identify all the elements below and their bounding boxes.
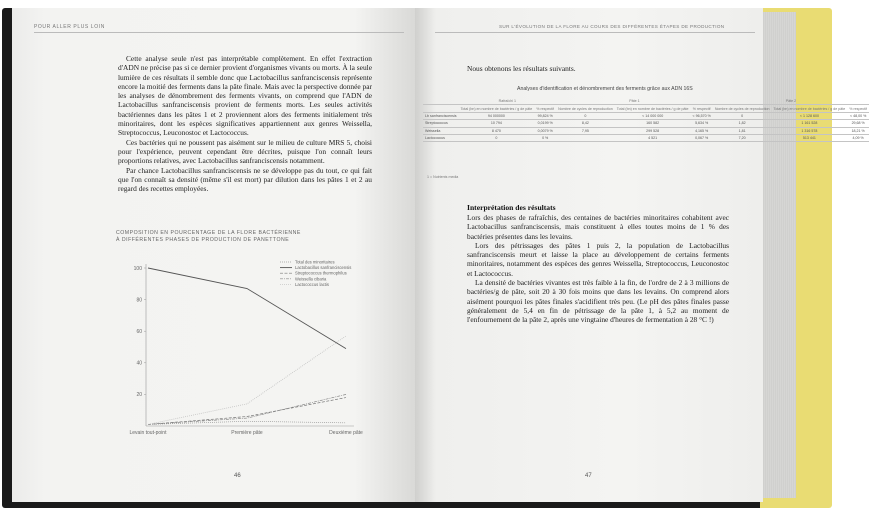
table-row-label: Weissella bbox=[423, 127, 459, 134]
table-cell: 94 000000 bbox=[459, 112, 535, 119]
table-header-cell: Total (bn) en nombre de bactéries / g de pâte bbox=[460, 106, 533, 111]
table-group: Pâte 1 bbox=[556, 98, 713, 105]
table-cell: < 14 000 000 bbox=[615, 112, 691, 119]
y-tick-label: 60 bbox=[136, 329, 142, 335]
table-cell: < 48,00 % bbox=[847, 112, 869, 119]
left-running-head: POUR ALLER PLUS LOIN bbox=[34, 24, 105, 30]
table-cell: 7,95 bbox=[556, 127, 615, 134]
table-row bbox=[423, 127, 869, 134]
chart-title-line: À DIFFÉRENTES PHASES DE PRODUCTION DE PANETTONE bbox=[116, 237, 290, 243]
table-cell: 0 % bbox=[534, 134, 556, 141]
table-cell: 299 528 bbox=[615, 127, 691, 134]
table-body bbox=[423, 112, 869, 142]
table-header-cell: Total (bn) en nombre de bactéries / g de pâte bbox=[616, 106, 689, 111]
x-tick-label: Première pâte bbox=[231, 430, 263, 436]
table-row bbox=[423, 112, 869, 119]
table-header-row bbox=[423, 105, 869, 112]
legend-label: Streptococcus thermophilus bbox=[295, 270, 347, 276]
chart-title-line: COMPOSITION EN POURCENTAGE DE LA FLORE BACTÉRIENNE bbox=[116, 230, 301, 236]
right-body-text bbox=[467, 213, 729, 325]
left-paragraph: Ces bactéries qui ne poussent pas aisément sur le milieu de culture MRS 5, choisi pour l'expérience, peuvent cependant être décrites, puisque l'on connaît leurs proportions relatives, avec Lactobacillus sanfranciscensis notamment. bbox=[118, 137, 372, 166]
table-group: Rafraîchi 1 bbox=[459, 98, 557, 105]
results-intro: Nous obtenons les résultats suivants. bbox=[467, 64, 576, 73]
results-table bbox=[423, 98, 869, 142]
table-cell: 0,067 % bbox=[691, 134, 713, 141]
table-cell: 4,165 % bbox=[691, 127, 713, 134]
table-header-cell: Total (bn) en nombre de bactéries / g de pâte bbox=[773, 106, 846, 111]
right-running-head: SUR L'ÉVOLUTION DE LA FLORE AU COURS DES DIFFÉRENTES ÉTAPES DE PRODUCTION bbox=[499, 24, 725, 29]
table-cell: 8 470 bbox=[459, 127, 535, 134]
table-row-label: Lactococcus bbox=[423, 134, 459, 141]
right-head-rule bbox=[435, 32, 755, 33]
table-group-row bbox=[423, 98, 869, 105]
left-paragraph: Par chance Lactobacillus sanfranciscensis ne se développe pas du tout, ce qui fait que l'on connaît sa densité (même s'il est mort) par dilution dans les pâtes 1 et 2 au regard des recettes employées. bbox=[118, 165, 372, 194]
table-cell: 513 441 bbox=[772, 134, 848, 141]
y-tick-label: 40 bbox=[136, 360, 142, 367]
table-row-label: Lb sanfranciscensis bbox=[425, 113, 457, 118]
legend-label: Weissella cibaria bbox=[295, 276, 327, 282]
right-paragraph: Lors des pétrissages des pâtes 1 puis 2, la population de Lactobacillus sanfranciscensis meurt et laisse la place au développement de certains ferments minoritaires, notamment des espèces des genres Weissella, Streptococcus, Leuconostoc et Lactococcus. bbox=[467, 240, 729, 278]
table-cell: 1,82 bbox=[713, 120, 772, 127]
left-head-rule bbox=[34, 32, 404, 33]
table-row bbox=[423, 120, 869, 127]
table-cell bbox=[556, 134, 615, 141]
table-header-cell: % respectif bbox=[849, 106, 868, 111]
section-title: Interprétation des résultats bbox=[467, 203, 556, 212]
table-header-cell: % respectif bbox=[691, 105, 713, 112]
y-tick-label: 100 bbox=[133, 265, 142, 272]
left-page bbox=[12, 8, 415, 502]
x-tick-label: Levain tout-point bbox=[129, 430, 167, 436]
table-cell: 4 521 bbox=[615, 134, 691, 141]
table-cell: 10 794 bbox=[459, 120, 535, 127]
table-header-cell: Nombre de cycles de reproduction bbox=[714, 106, 770, 111]
table-cell: < 1 128 600 bbox=[772, 112, 848, 119]
right-paragraph: Lors des phases de rafraîchis, des centaines de bactéries minoritaires cohabitent avec Lactobacillus sanfranciscensis, mais constituent à elles toutes moins de 1 % des bactéries présentes dans les levains. bbox=[467, 213, 729, 241]
table-title: Analyses d'identification et dénombrement des ferments grâce aux ADN 16S bbox=[517, 86, 693, 92]
page-edges bbox=[763, 12, 796, 498]
right-page-number: 47 bbox=[585, 473, 592, 479]
x-tick-label: Deuxième pâte bbox=[329, 430, 363, 436]
table-row-label: Streptococcus bbox=[423, 120, 459, 127]
y-tick-label: 80 bbox=[136, 297, 142, 304]
table-cell: 160 582 bbox=[615, 120, 691, 127]
table-header-cell bbox=[423, 105, 459, 112]
left-body-text bbox=[118, 54, 372, 193]
table-cell: 0 bbox=[459, 134, 535, 141]
table-cell: 8,42 bbox=[556, 120, 615, 127]
chart-title bbox=[116, 230, 301, 244]
right-page bbox=[415, 8, 868, 502]
series-line bbox=[148, 394, 346, 424]
table-cell: < 96,570 % bbox=[692, 113, 711, 118]
table-cell: 1,81 bbox=[713, 127, 772, 134]
left-paragraph: Cette analyse seule n'est pas interprétable complètement. En effet l'extraction d'ADN ne précise pas si ce dernier provient d'organismes vivants ou morts. À la seule lumière de ces résultats il semble donc que Lactobacillus sanfranciscensis représente encore la moitié des ferments dans la pâte finale. Mais avec la perspective donnée par les analyses de dénombrement des ferments vivants, on comprend que l'ADN de Lactobacillus sanfranciscensis provient de ferments morts. Les seules activités bactériennes dans les pâtes 1 et 2 proviennent alors des ferments initialement très minoritaires, dont les espèces significatives appartiennent aux genres Weissella, Streptococcus, Leuconostoc et Lactococcus. bbox=[118, 54, 372, 138]
left-page-number: 46 bbox=[234, 473, 241, 479]
table-cell: 7,20 bbox=[713, 134, 772, 141]
table-note: 1 = Nutrients media bbox=[427, 175, 459, 179]
table-header-cell: % respectif bbox=[536, 106, 555, 111]
table-row bbox=[423, 134, 869, 141]
table-cell: 0 bbox=[713, 112, 772, 119]
table-cell: 18,21 % bbox=[847, 127, 869, 134]
table-group-empty bbox=[423, 98, 459, 105]
table-cell: 0 bbox=[556, 112, 615, 119]
line-chart bbox=[108, 248, 388, 452]
table-cell: 1 161 528 bbox=[772, 120, 848, 127]
legend-label: Total des minoritaires bbox=[295, 259, 335, 265]
table-cell: 4,09 % bbox=[847, 134, 869, 141]
y-tick-label: 20 bbox=[136, 392, 142, 399]
table-cell: 1 316 578 bbox=[772, 127, 848, 134]
table-cell: 0,0199 % bbox=[534, 120, 556, 127]
series-line bbox=[148, 336, 346, 424]
table-cell: 5,634 % bbox=[691, 120, 713, 127]
legend-label: Lactobacillus sanfranciscensis bbox=[295, 265, 352, 271]
table-group: Pâte 2 bbox=[713, 98, 869, 105]
legend-label: Lactococcus lactis bbox=[295, 281, 329, 287]
table-header-cell: Nombre de cycles de reproduction bbox=[558, 106, 613, 111]
table-cell: 29,68 % bbox=[847, 120, 869, 127]
table-cell: 99,824 % bbox=[534, 112, 556, 119]
right-paragraph: La densité de bactéries vivantes est très faible à la fin, de l'ordre de 2 à 3 millions de bactéries/g de pâte, soit 20 à 30 fois moins que dans les levains. On comprend alors aisément pourquoi les pâtes finales s'acidifient très peu. (Le pH des pâtes finales passe généralement de 5,4 en fin de pétrissage de la pâte 1, à 5,2 au moment de l'enfournement de la pâte 2, après une vingtaine d'heures de fermentation à 28 °C !) bbox=[467, 278, 729, 325]
table-cell: 0,0079 % bbox=[534, 127, 556, 134]
